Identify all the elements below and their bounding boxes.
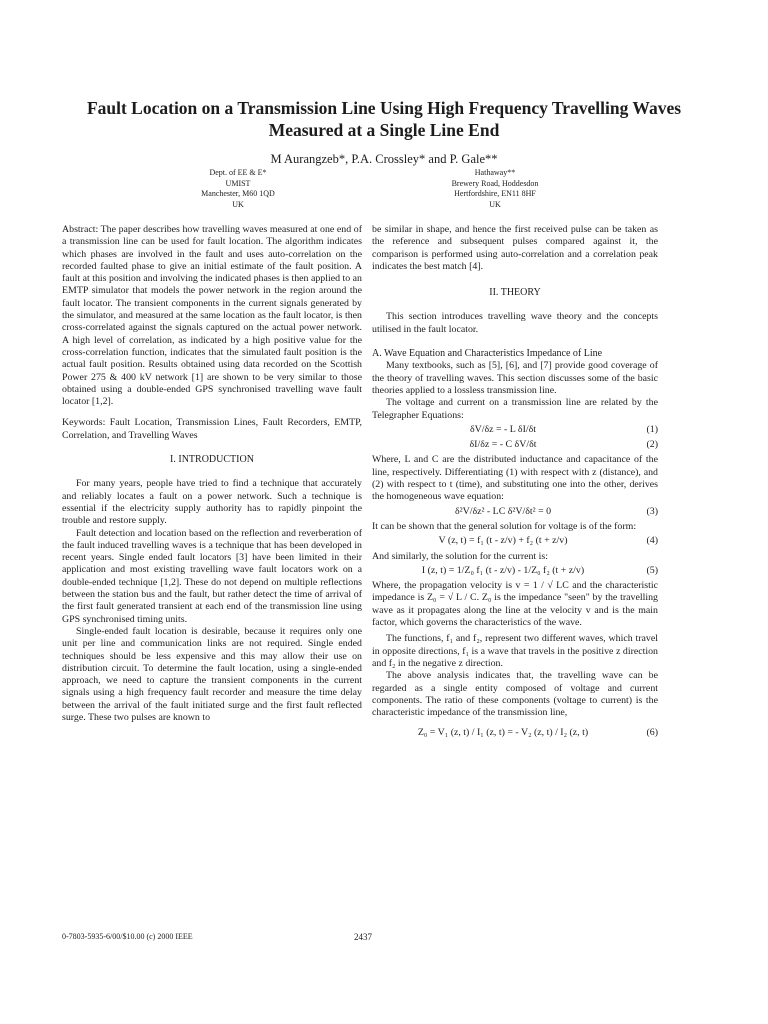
general-solution-paragraph: It can be shown that the general solution for voltage is of the form: <box>372 520 637 532</box>
right-column <box>372 224 658 743</box>
intro-paragraph-2: Fault detection and location based on the reflection and reverberation of the fault induced travelling waves is a technique that has been developed in recent years. Single ended fault locators [3] have been limited in their application and most existing travelling wave fault locators work on a double-ended technique [1,2]. These do not depend on multiple reflections between the station bus and the fault, but rather detect the time of arrival of the first fault generated transient at each end of the transmission line using GPS synchronised timing units. <box>62 527 362 625</box>
equation-expression: δV/δz = - L δI/δt <box>469 423 537 435</box>
affiliation-line: Hertfordshire, EN11 8HF <box>454 189 536 198</box>
title-line-1: Fault Location on a Transmission Line Using High Frequency Travelling Waves <box>86 98 682 118</box>
equation-number: (6) <box>646 727 658 739</box>
equation-number: (3) <box>646 505 658 517</box>
equation-number: (1) <box>646 423 658 435</box>
where-inductance-paragraph: Where, L and C are the distributed inductance and capacitance of the line, respectively. Differentiating (1) with respect with z (distance), and (2) with respect to t (time), and substituting one into the other, derives the homogeneous wave equation: <box>372 454 658 503</box>
equation-number: (2) <box>646 439 658 451</box>
equation-expression: Z₀ = V₁ (z, t) / I₁ (z, t) = - V₂ (z, t) / I₂ (z, t) <box>417 727 589 739</box>
equation-expression: δ²V/δz² - LC δ²V/δt² = 0 <box>454 505 552 517</box>
theory-intro-paragraph: This section introduces travelling wave theory and the concepts utilised in the fault locator. <box>372 311 658 335</box>
intro-paragraph-1: For many years, people have tried to find a technique that accurately and reliably locates a fault on a power network. Such a technique is essential if the electricity supply authority has to rapidly pinpoint the trouble and restore supply. <box>62 478 362 527</box>
affiliation-right <box>425 168 565 210</box>
equation-expression: V (z, t) = f₁ (t - z/v) + f₂ (t + z/v) <box>438 535 568 547</box>
section-heading-theory: II. THEORY <box>489 287 541 299</box>
equation-expression: I (z, t) = 1/Z₀ f₁ (t - z/v) - 1/Z₀ f₂ (t + z/v) <box>421 564 585 576</box>
affiliation-line: UMIST <box>225 178 251 188</box>
equation-4 <box>372 535 658 547</box>
propagation-velocity-paragraph: Where, the propagation velocity is v = 1 / √ LC and the characteristic impedance is Z₀ = √ L / C. Z₀ is the impedance "seen" by the travelling wave as it propagates along the line at the velocity v and is the main factor, which governs the characteristics of the wave. <box>372 580 658 629</box>
analysis-paragraph: The above analysis indicates that, the travelling wave can be regarded as a single entity composed of voltage and current components. The ratio of these components (voltage to current) is the characteristic impedance of the transmission line, <box>372 670 658 719</box>
telegrapher-paragraph: The voltage and current on a transmission line are related by the Telegrapher Equations: <box>372 397 658 421</box>
paper-title <box>40 97 728 141</box>
page-number: 2437 <box>354 932 372 942</box>
equation-1 <box>372 424 658 436</box>
affiliation-line: Manchester, M60 1QD <box>201 189 275 198</box>
abstract: Abstract: The paper describes how travelling waves measured at one end of a transmission line can be used for fault location. The algorithm indicates which phases are involved in the fault and uses auto-correlation on the recorded faulted phase to give an initial estimate of the fault position. A fault at this position and involving the indicated phases is then applied to an EMTP simulator that models the power network in the region around the fault locator. The transient components in the current signals generated by the simulator, and measured at the same location as the fault locator, is then cross-correlated against the signals captured on the actual power network. A high level of correlation, as indicated by a high positive value for the cross-correlation function, indicates that the simulated fault position is the actual fault position. Results obtained using data recorded on the Scottish Power 275 & 400 kV network [1] are shown to be very similar to those obtained using a double-ended GPS synchronised travelling wave fault locator [1,2]. <box>62 224 362 408</box>
title-line-2: Measured at a Single Line End <box>268 120 500 140</box>
equation-3 <box>372 506 658 518</box>
equation-5 <box>372 565 658 577</box>
functions-paragraph: The functions, f₁ and f₂, represent two different waves, which travel in opposite directions, f₁ is a wave that travels in the positive z direction and f₂ in the negative z direction. <box>372 633 658 669</box>
intro-paragraph-3: Single-ended fault location is desirable, because it requires only one unit per line and communication links are not required. Single ended techniques should be less expensive and this may allow their use on distribution circuit. To determine the fault location, using a single-ended approach, we need to capture the transient components in the current signals using a high frequency fault recorder and measure the time delay between the arrival of the fault initiated surge and the first fault reflected surge. These two pulses are known to <box>62 625 362 723</box>
affiliation-left <box>178 168 298 210</box>
equation-expression: δI/δz = - C δV/δt <box>469 439 537 451</box>
affiliation-line: UK <box>232 199 244 209</box>
affiliation-line: Hathaway** <box>474 168 516 177</box>
equation-6 <box>372 727 658 739</box>
section-heading-introduction: I. INTRODUCTION <box>170 454 254 466</box>
equation-number: (4) <box>646 535 658 547</box>
left-column <box>62 224 362 724</box>
continued-paragraph: be similar in shape, and hence the first received pulse can be taken as the reference and subsequent pulses compared against it, the comparison is performed using auto-correlation and a correlation peak indicates the best match [4]. <box>372 224 658 272</box>
current-solution-paragraph: And similarly, the solution for the current is: <box>372 550 548 562</box>
subsection-heading-wave-equation: A. Wave Equation and Characteristics Impedance of Line <box>372 348 603 360</box>
affiliation-line: Brewery Road, Hoddesdon <box>451 178 539 188</box>
affiliation-line: Dept. of EE & E* <box>209 168 267 177</box>
equation-2 <box>372 439 658 451</box>
textbooks-paragraph: Many textbooks, such as [5], [6], and [7] provide good coverage of the theory of travelling waves. This section discusses some of the basic theories applied to a lossless transmission line. <box>372 360 658 396</box>
equation-number: (5) <box>646 564 658 576</box>
keywords: Keywords: Fault Location, Transmission Lines, Fault Recorders, EMTP, Correlation, and Travelling Waves <box>62 417 362 441</box>
author-list: M Aurangzeb*, P.A. Crossley* and P. Gale** <box>270 152 498 166</box>
affiliation-line: UK <box>489 199 501 209</box>
copyright-footer: 0-7803-5935-6/00/$10.00 (c) 2000 IEEE <box>62 932 193 941</box>
